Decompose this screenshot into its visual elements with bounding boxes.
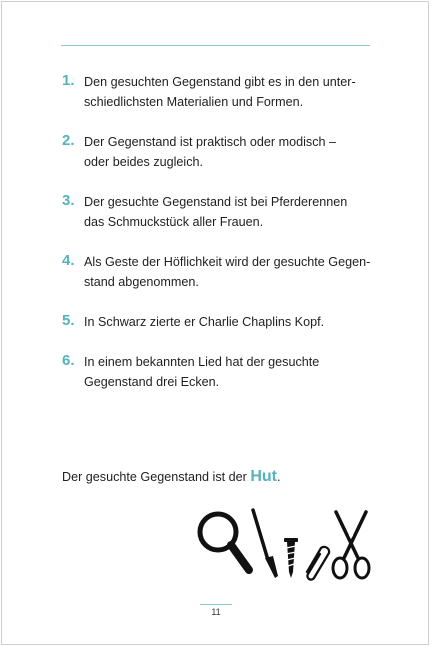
clue-number: 5.	[62, 312, 75, 329]
clue-item	[62, 312, 382, 332]
clue-item	[62, 352, 382, 392]
scissors-icon	[333, 512, 369, 578]
page-number: 11	[211, 607, 221, 617]
clue-list	[62, 72, 382, 412]
clue-item	[62, 252, 382, 292]
clue-item	[62, 72, 382, 112]
paperclip-icon	[307, 547, 329, 580]
answer-word: Hut	[250, 468, 277, 485]
clue-number: 3.	[62, 192, 75, 209]
clue-text: Der Gegenstand ist praktisch oder modisch – oder beides zugleich.	[84, 135, 336, 169]
magnifying-glass-icon	[200, 514, 249, 570]
clue-text: In Schwarz zierte er Charlie Chaplins Kopf.	[84, 315, 325, 329]
answer-line	[62, 467, 280, 487]
clue-number: 6.	[62, 352, 75, 369]
tools-illustration	[196, 506, 376, 584]
answer-suffix: .	[276, 470, 281, 484]
clue-text: Der gesuchte Gegenstand ist bei Pferderennen das Schmuckstück aller Frauen.	[84, 195, 348, 229]
clue-number: 2.	[62, 132, 75, 149]
clue-number: 1.	[62, 72, 75, 89]
clue-item	[62, 192, 382, 232]
clue-text: Den gesuchten Gegenstand gibt es in den unter- schiedlichsten Materialien und Formen.	[84, 75, 356, 109]
clue-text: In einem bekannten Lied hat der gesuchte Gegenstand drei Ecken.	[84, 355, 320, 389]
screw-icon	[284, 538, 298, 578]
page-number-rule	[200, 604, 232, 605]
clue-number: 4.	[62, 252, 75, 269]
paintbrush-icon	[253, 510, 278, 578]
top-rule	[61, 45, 370, 46]
clue-item	[62, 132, 382, 172]
clue-text: Als Geste der Höflichkeit wird der gesuchte Gegen- stand abgenommen.	[84, 255, 371, 289]
answer-prefix: Der gesuchte Gegenstand ist der	[62, 470, 251, 484]
